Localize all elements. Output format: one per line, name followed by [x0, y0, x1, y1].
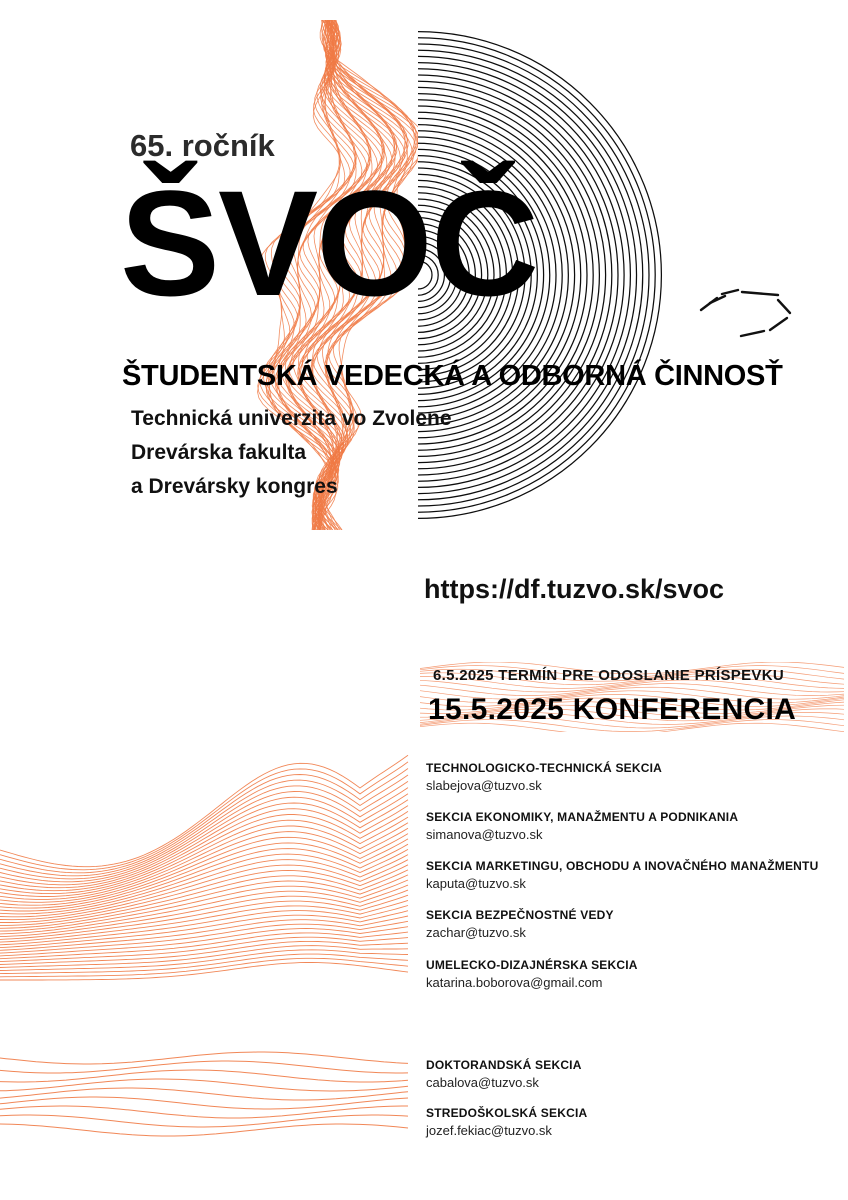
orange-wave-bottom — [0, 1052, 408, 1136]
section-entry — [426, 1106, 587, 1138]
section-entry — [426, 1058, 582, 1090]
section-entry — [426, 908, 614, 940]
section-name: STREDOŠKOLSKÁ SEKCIA — [426, 1106, 588, 1120]
submission-deadline: 6.5.2025 TERMÍN PRE ODOSLANIE PRÍSPEVKU — [433, 667, 784, 684]
section-email-link[interactable]: cabalova@tuzvo.sk — [426, 1075, 539, 1090]
conference-date: 15.5.2025 KONFERENCIA — [428, 693, 797, 726]
section-entry — [426, 859, 818, 891]
section-name: TECHNOLOGICKO-TECHNICKÁ SEKCIA — [426, 761, 662, 775]
orange-wave-middle — [0, 755, 408, 980]
event-subtitle: ŠTUDENTSKÁ VEDECKÁ A ODBORNÁ ČINNOSŤ — [122, 360, 783, 392]
section-entry — [426, 958, 638, 990]
section-email-link[interactable]: zachar@tuzvo.sk — [426, 925, 526, 940]
section-email-link[interactable]: katarina.boborova@gmail.com — [426, 975, 603, 990]
section-email-link[interactable]: slabejova@tuzvo.sk — [426, 778, 542, 793]
section-name: SEKCIA EKONOMIKY, MANAŽMENTU A PODNIKANIA — [426, 810, 739, 824]
section-name: SEKCIA MARKETINGU, OBCHODU A INOVAČNÉHO MANAŽMENTU — [426, 859, 819, 873]
event-acronym: ŠVOČ — [120, 159, 538, 327]
organizer-congress: a Drevársky kongres — [131, 475, 338, 498]
section-email-link[interactable]: kaputa@tuzvo.sk — [426, 876, 526, 891]
organizer-university: Technická univerzita vo Zvolene — [131, 407, 452, 430]
section-email-link[interactable]: simanova@tuzvo.sk — [426, 827, 543, 842]
section-entry — [426, 810, 738, 842]
section-email-link[interactable]: jozef.fekiac@tuzvo.sk — [426, 1123, 552, 1138]
organizer-faculty: Drevárska fakulta — [131, 441, 307, 464]
section-entry — [426, 761, 662, 793]
event-url-link[interactable]: https://df.tuzvo.sk/svoc — [424, 574, 725, 604]
section-name: UMELECKO-DIZAJNÉRSKA SEKCIA — [426, 958, 638, 972]
section-name: DOKTORANDSKÁ SEKCIA — [426, 1058, 582, 1072]
section-name: SEKCIA BEZPEČNOSTNÉ VEDY — [426, 908, 614, 922]
dash-constellation-icon — [701, 290, 790, 336]
edition-label: 65. ročník — [130, 128, 275, 163]
